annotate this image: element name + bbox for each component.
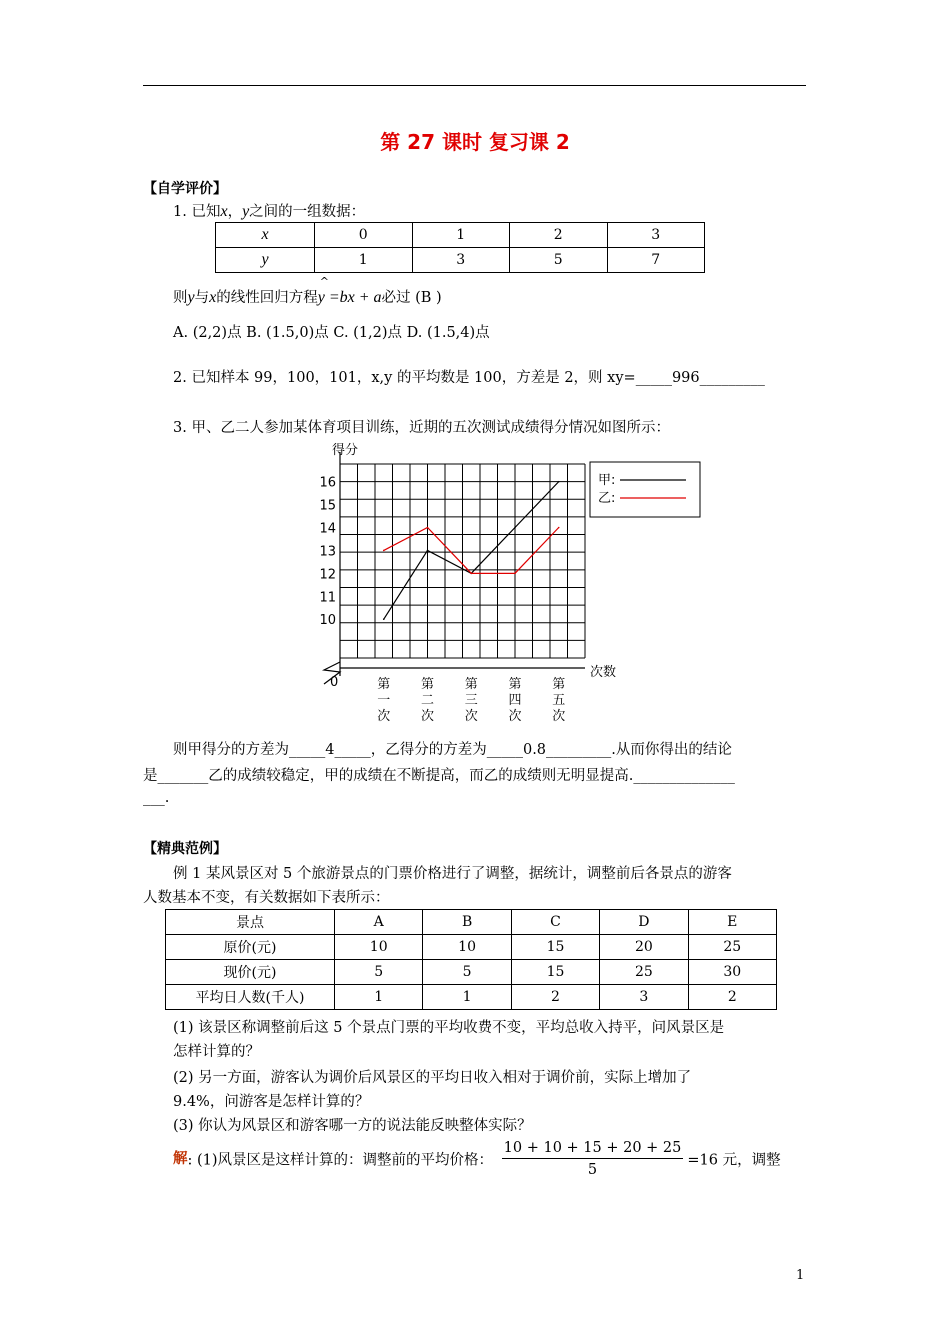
legend-box bbox=[590, 462, 700, 517]
x-category-label: 次 bbox=[552, 709, 566, 724]
chart-origin-label: 0 bbox=[330, 675, 339, 690]
x-category-label: 五 bbox=[552, 693, 566, 708]
chart-ylabel: 得分 bbox=[332, 443, 359, 458]
x-category-label: 第 bbox=[552, 677, 566, 692]
x-category-label: 次 bbox=[464, 709, 478, 724]
series-point bbox=[470, 573, 472, 575]
q3-answer-line2: 是_______乙的成绩较稳定，甲的成绩在不断提高，而乙的成绩则无明显提高.______________ bbox=[143, 768, 735, 784]
series-point bbox=[383, 550, 385, 552]
average-price-fraction: $\frac{10 + 10 + 15 + 20 + 25}{5}$ bbox=[503, 1140, 682, 1178]
ex1-part2-line1: (2) 另一方面，游客认为调价后风景区的平均日收入相对于调价前，实际上增加了 bbox=[173, 1070, 692, 1086]
ex1-price-table bbox=[165, 909, 777, 1010]
table-row: y 1 3 5 7 bbox=[216, 248, 705, 273]
x-category-label: 次 bbox=[508, 709, 522, 724]
table-row: 现价(元) 5 5 15 25 30 bbox=[166, 960, 777, 985]
q1-data-table bbox=[215, 222, 705, 273]
legend-label-yi: 乙: bbox=[598, 491, 616, 506]
x-category-label: 四 bbox=[508, 693, 522, 708]
table-row: 景点 A B C D E bbox=[166, 910, 777, 935]
chart-ticks bbox=[319, 476, 336, 629]
x-category-label: 二 bbox=[420, 693, 435, 708]
x-category-label: 次 bbox=[420, 709, 435, 724]
ex1-line1: 例 1 某风景区对 5 个旅游景点的门票价格进行了调整，据统计，调整前后各景点的游客 bbox=[173, 866, 732, 882]
chart-axes bbox=[324, 452, 585, 684]
y-tick-label: 10 bbox=[319, 613, 336, 629]
y-tick-label: 11 bbox=[319, 590, 336, 606]
x-category-label: 次 bbox=[377, 709, 391, 724]
ex1-solution-line: 解: (1)风景区是这样计算的：调整前的平均价格： $\frac{10 + 10 + 15 + 20 + 25}{5}$ =16 元，调整 bbox=[173, 1140, 781, 1178]
q3-text: 3. 甲、乙二人参加某体育项目训练，近期的五次测试成绩得分情况如图所示： bbox=[173, 420, 670, 436]
section-heading-self-evaluation: 【自学评价】 bbox=[143, 181, 227, 197]
q3-answer-line3: ___. bbox=[143, 790, 170, 806]
chart-categories bbox=[377, 677, 565, 724]
table-row: 原价(元) 10 10 15 20 25 bbox=[166, 935, 777, 960]
q1-stem: 则y与x的线性回归方程 ^ y =bx + a必过 (B ) bbox=[173, 275, 442, 306]
page-number: 1 bbox=[796, 1268, 805, 1283]
chart-legend bbox=[590, 462, 700, 517]
y-tick-label: 15 bbox=[319, 498, 336, 514]
table-row: x 0 1 2 3 bbox=[216, 223, 705, 248]
x-category-label: 第 bbox=[377, 677, 391, 692]
regression-equation: y =bx + a bbox=[317, 289, 382, 306]
series-point bbox=[383, 618, 385, 620]
y-tick-label: 16 bbox=[319, 475, 336, 491]
q1-options: A. (2,2)点 B. (1.5,0)点 C. (1,2)点 D. (1.5,4)点 bbox=[173, 325, 490, 341]
y-tick-label: 14 bbox=[319, 521, 336, 537]
x-category-label: 第 bbox=[508, 677, 522, 692]
x-category-label: 第 bbox=[420, 677, 435, 692]
page-title: 第 27 课时 复习课 2 bbox=[380, 130, 570, 154]
ex1-part1-line1: (1) 该景区称调整前后这 5 个景点门票的平均收费不变，平均总收入持平，问风景区是 bbox=[173, 1020, 725, 1036]
series-point bbox=[558, 481, 560, 483]
ex1-part2-line2: 9.4%，问游客是怎样计算的？ bbox=[173, 1094, 370, 1110]
q2-text: 2. 已知样本 99，100，101，x,y 的平均数是 100，方差是 2，则 xy=_____996_________ bbox=[173, 370, 765, 386]
ex1-part3: (3) 你认为风景区和游客哪一方的说法能反映整体实际？ bbox=[173, 1118, 532, 1134]
series-point bbox=[514, 527, 516, 529]
x-category-label: 一 bbox=[377, 693, 391, 708]
y-tick-label: 12 bbox=[319, 567, 336, 583]
ex1-part1-line2: 怎样计算的？ bbox=[173, 1044, 260, 1060]
legend-label-jia: 甲: bbox=[598, 473, 616, 488]
header-rule bbox=[143, 85, 806, 86]
x-category-label: 第 bbox=[464, 677, 478, 692]
q3-answer-line1: 则甲得分的方差为_____4_____，乙得分的方差为_____0.8_________.从而你得出的结论 bbox=[173, 742, 732, 758]
table-row: 平均日人数(千人) 1 1 2 3 2 bbox=[166, 985, 777, 1010]
score-line-chart bbox=[300, 436, 720, 732]
series-point bbox=[514, 573, 516, 575]
chart-series bbox=[383, 481, 560, 620]
ex1-line2: 人数基本不变，有关数据如下表所示： bbox=[143, 890, 390, 906]
section-heading-examples: 【精典范例】 bbox=[143, 841, 227, 857]
x-category-label: 三 bbox=[464, 693, 478, 708]
chart-xlabel: 次数 bbox=[590, 665, 617, 680]
q1-intro: 1. 已知x，y之间的一组数据： bbox=[173, 203, 366, 220]
series-point bbox=[558, 527, 560, 529]
y-tick-label: 13 bbox=[319, 544, 336, 560]
series-point bbox=[427, 527, 429, 529]
solution-label: 解 bbox=[173, 1150, 188, 1167]
series-point bbox=[427, 550, 429, 552]
